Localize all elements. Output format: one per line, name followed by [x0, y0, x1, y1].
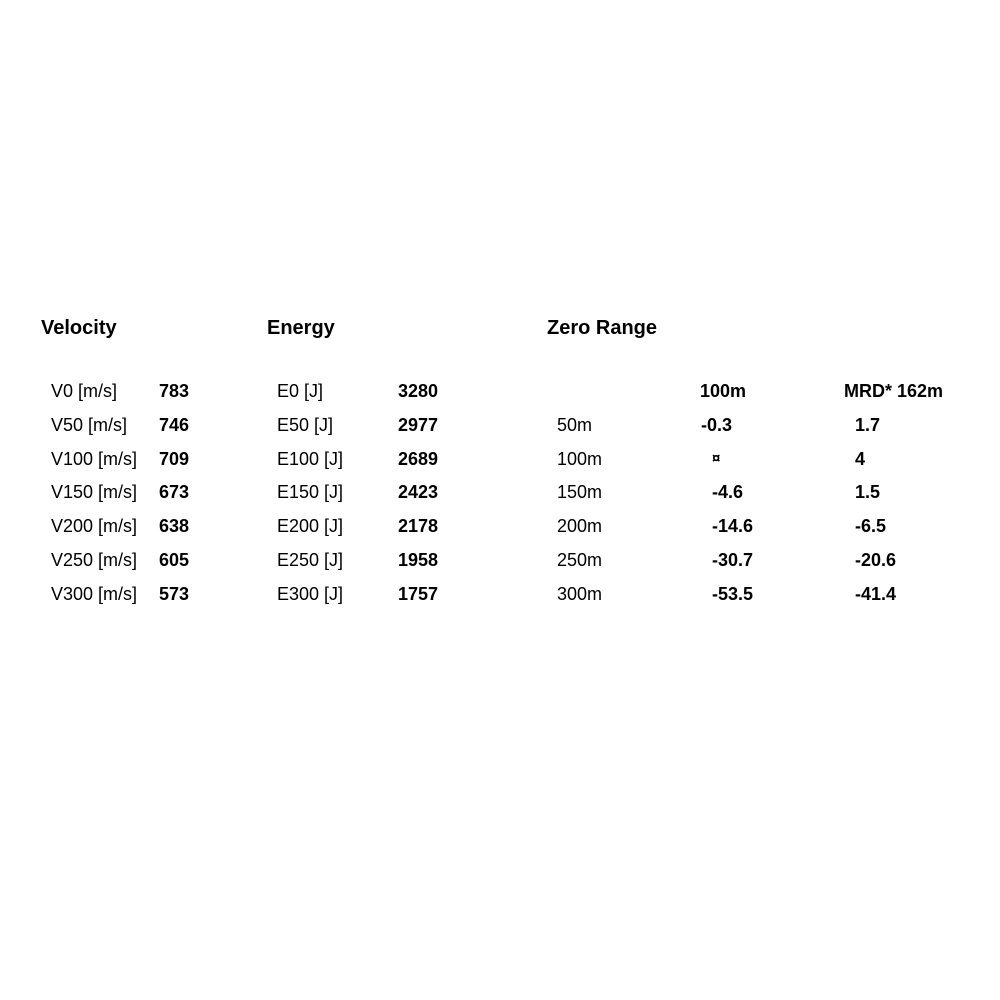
- zero100-value: -14.6: [712, 516, 754, 536]
- range-label: 300m: [557, 584, 603, 604]
- energy-label: E50 [J]: [277, 415, 334, 435]
- energy-label: E150 [J]: [277, 482, 344, 502]
- mrd-value: 1.7: [855, 415, 881, 435]
- column-header-mrd: MRD* 162m: [844, 381, 944, 401]
- energy-value: 1757: [398, 584, 439, 604]
- energy-value: 1958: [398, 550, 439, 570]
- mrd-value: 1.5: [855, 482, 881, 502]
- zero100-value: -4.6: [712, 482, 744, 502]
- velocity-value: 573: [159, 584, 190, 604]
- velocity-label: V150 [m/s]: [51, 482, 138, 502]
- energy-value: 2689: [398, 449, 439, 469]
- zero100-value: -30.7: [712, 550, 754, 570]
- mrd-value: 4: [855, 449, 866, 469]
- velocity-label: V100 [m/s]: [51, 449, 138, 469]
- zero-range-heading: Zero Range: [547, 317, 658, 339]
- range-label: 150m: [557, 482, 603, 502]
- velocity-value: 783: [159, 381, 190, 401]
- mrd-value: -6.5: [855, 516, 887, 536]
- zero100-value: -53.5: [712, 584, 754, 604]
- energy-value: 2423: [398, 482, 439, 502]
- column-header-100m: 100m: [700, 381, 747, 401]
- energy-label: E0 [J]: [277, 381, 324, 401]
- velocity-heading: Velocity: [41, 317, 117, 339]
- mrd-value: -20.6: [855, 550, 897, 570]
- velocity-label: V0 [m/s]: [51, 381, 118, 401]
- energy-label: E100 [J]: [277, 449, 344, 469]
- energy-value: 3280: [398, 381, 439, 401]
- velocity-value: 605: [159, 550, 190, 570]
- energy-label: E250 [J]: [277, 550, 344, 570]
- velocity-value: 709: [159, 449, 190, 469]
- zero100-value: ¤: [712, 450, 721, 467]
- velocity-label: V250 [m/s]: [51, 550, 138, 570]
- energy-label: E300 [J]: [277, 584, 344, 604]
- mrd-value: -41.4: [855, 584, 897, 604]
- zero100-value: -0.3: [701, 415, 733, 435]
- velocity-value: 638: [159, 516, 190, 536]
- range-label: 50m: [557, 415, 593, 435]
- energy-heading: Energy: [267, 317, 335, 339]
- velocity-label: V50 [m/s]: [51, 415, 128, 435]
- velocity-value: 746: [159, 415, 190, 435]
- range-label: 200m: [557, 516, 603, 536]
- energy-label: E200 [J]: [277, 516, 344, 536]
- range-label: 250m: [557, 550, 603, 570]
- velocity-label: V300 [m/s]: [51, 584, 138, 604]
- energy-value: 2178: [398, 516, 439, 536]
- range-label: 100m: [557, 449, 603, 469]
- velocity-value: 673: [159, 482, 190, 502]
- velocity-label: V200 [m/s]: [51, 516, 138, 536]
- energy-value: 2977: [398, 415, 439, 435]
